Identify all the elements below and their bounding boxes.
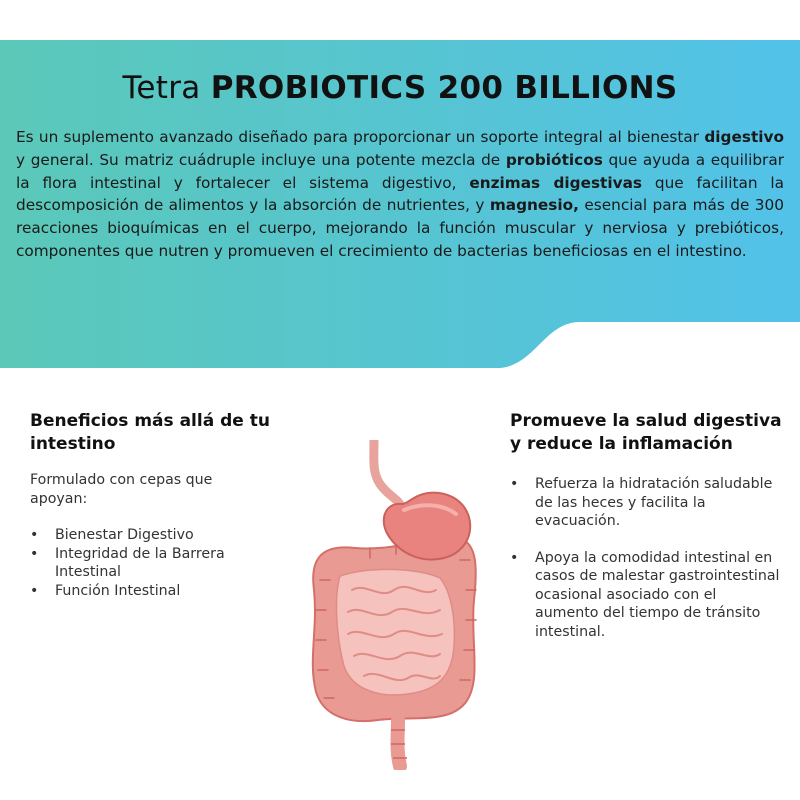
list-item	[30, 545, 260, 582]
list-item-text: Refuerza la hidratación saludable de las heces y facilita la evacuación.	[535, 476, 773, 529]
benefits-subtext: Formulado con cepas que apoyan:	[30, 472, 213, 507]
title-light: Tetra	[122, 70, 211, 106]
digestive-health-list	[510, 475, 782, 641]
list-item	[30, 526, 260, 545]
intro-keyword-probioticos: probióticos	[505, 150, 603, 169]
intro-text: que ayuda a equilibrar la flora intestinal y fortalecer el sistema digestivo,	[16, 150, 784, 192]
intro-text: y general. Su matriz cuádruple incluye una potente mezcla de	[16, 150, 506, 169]
title-bold: PROBIOTICS 200 BILLIONS	[210, 70, 678, 106]
intro-keyword-magnesio: magnesio,	[489, 196, 579, 215]
intro-text: esencial para más de 300 reacciones bioquímicas en el cuerpo, mejorando la función muscular y nerviosa y prebióticos, componentes que nutren y promueven el crecimiento de bacterias beneficiosas en el intestino.	[16, 196, 784, 260]
digestive-system-icon	[300, 440, 490, 770]
intro-text: Es un suplemento avanzado diseñado para proporcionar un soporte integral al bienestar	[16, 128, 705, 146]
bullet-dot-icon: •	[510, 549, 519, 566]
intro-keyword-digestivo: digestivo	[704, 128, 784, 146]
list-item	[510, 475, 782, 531]
list-item	[30, 582, 260, 601]
list-item-text: Integridad de la Barrera Intestinal	[55, 545, 225, 580]
bullet-dot-icon: •	[30, 545, 39, 562]
intro-paragraph	[16, 126, 784, 263]
intro-text: que facilitan la descomposición de alimentos y la absorción de nutrientes, y	[16, 173, 785, 215]
list-item-text: Bienestar Digestivo	[55, 527, 194, 543]
benefits-list	[30, 526, 260, 600]
bullet-dot-icon: •	[30, 527, 39, 543]
list-item	[510, 549, 782, 642]
page-title	[0, 70, 800, 106]
bullet-dot-icon: •	[510, 476, 519, 492]
benefits-heading: Beneficios más allá de tu intestino	[30, 411, 270, 454]
list-item-text: Apoya la comodidad intestinal en casos de malestar gastrointestinal ocasional asociado con el aumento del tiempo de tránsito intestinal.	[535, 549, 780, 640]
header-banner	[0, 0, 800, 370]
bullet-dot-icon: •	[30, 582, 39, 599]
digestive-health-section	[510, 410, 782, 641]
benefits-section	[30, 410, 290, 600]
intro-keyword-enzimas: enzimas digestivas	[469, 173, 643, 192]
digestive-health-heading: Promueve la salud digestiva y reduce la inflamación	[510, 411, 782, 454]
list-item-text: Función Intestinal	[55, 582, 181, 599]
